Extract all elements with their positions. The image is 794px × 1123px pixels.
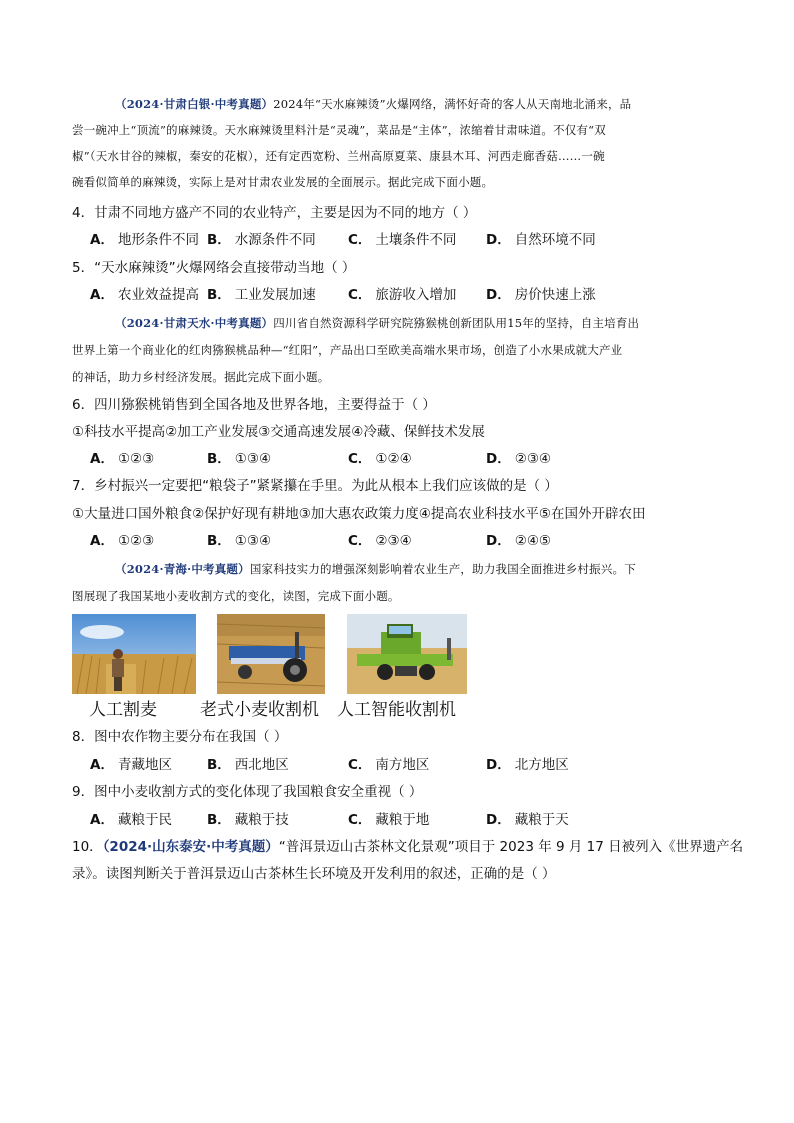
option-d[interactable]: D． 房价快速上涨 [486, 287, 596, 303]
question-4-stem: 4．甘肃不同地方盛产不同的农业特产，主要是因为不同的地方（ ） [72, 205, 477, 221]
option-d[interactable]: D． 自然环境不同 [486, 232, 596, 248]
option-d[interactable]: D． 藏粮于天 [486, 812, 569, 828]
option-c[interactable]: C． 土壤条件不同 [348, 232, 457, 248]
question-8-stem: 8．图中农作物主要分布在我国（ ） [72, 729, 288, 745]
old-harvester-photo [217, 614, 325, 694]
option-a[interactable]: A． 地形条件不同 [90, 232, 199, 248]
option-d[interactable]: D． 北方地区 [486, 757, 569, 773]
question-7-stem: 7．乡村振兴一定要把“粮袋子”紧紧攥在手里。为此从根本上我们应该做的是（ ） [72, 478, 558, 494]
passage-2-line-1: （2024·甘肃天水·中考真题）四川省自然资源科学研究院猕猴桃创新团队用15年的坚持，自主培育出 [115, 316, 640, 330]
option-a[interactable]: A． 藏粮于民 [90, 812, 172, 828]
option-a[interactable]: A． ①②③ [90, 451, 155, 467]
source-tag: （2024·甘肃白银·中考真题） [115, 97, 274, 111]
caption-old-harvester: 老式小麦收割机 [200, 700, 319, 720]
caption-ai-harvester: 人工智能收割机 [337, 700, 456, 720]
ai-harvester-photo [347, 614, 467, 694]
option-a[interactable]: A． 农业效益提高 [90, 287, 199, 303]
passage-1-line-1: （2024·甘肃白银·中考真题）2024年“天水麻辣烫”火爆网络，满怀好奇的客人从天南地北涌来，品 [115, 97, 632, 111]
option-a[interactable]: A． ①②③ [90, 533, 155, 549]
passage-2-line-3: 的神话，助力乡村经济发展。据此完成下面小题。 [72, 370, 330, 384]
option-d[interactable]: D． ②③④ [486, 451, 552, 467]
passage-1-line-4: 碗看似简单的麻辣烫，实际上是对甘肃农业发展的全面展示。据此完成下面小题。 [72, 175, 494, 189]
option-b[interactable]: B． 工业发展加速 [207, 287, 316, 303]
passage-1-line-2: 尝一碗冲上“顶流”的麻辣烫。天水麻辣烫里料汁是“灵魂”，菜品是“主体”，浓缩着甘肃味道。不仅有“双 [72, 123, 606, 137]
option-c[interactable]: C． 南方地区 [348, 757, 430, 773]
option-b[interactable]: B． ①③④ [207, 533, 272, 549]
caption-manual: 人工割麦 [89, 700, 157, 720]
option-c[interactable]: C． 旅游收入增加 [348, 287, 457, 303]
option-b[interactable]: B． ①③④ [207, 451, 272, 467]
passage-3-line-1: （2024·青海·中考真题）国家科技实力的增强深刻影响着农业生产，助力我国全面推进乡村振兴。下 [115, 562, 636, 576]
question-6-stem: 6．四川猕猴桃销售到全国各地及世界各地，主要得益于（ ） [72, 397, 436, 413]
option-c[interactable]: C． ②③④ [348, 533, 412, 549]
option-a[interactable]: A． 青藏地区 [90, 757, 172, 773]
option-b[interactable]: B． 水源条件不同 [207, 232, 316, 248]
option-d[interactable]: D． ②④⑤ [486, 533, 552, 549]
option-b[interactable]: B． 藏粮于技 [207, 812, 289, 828]
passage-1-line-3: 椒”（天水甘谷的辣椒，秦安的花椒），还有定西宽粉、兰州高原夏菜、康县木耳、河西走廊香菇……一碗 [72, 149, 605, 163]
question-9-stem: 9．图中小麦收割方式的变化体现了我国粮食安全重视（ ） [72, 784, 423, 800]
question-6-items: ①科技水平提高②加工产业发展③交通高速发展④冷藏、保鲜技术发展 [72, 424, 485, 440]
source-tag: （2024·山东泰安·中考真题） [102, 839, 279, 855]
option-c[interactable]: C． ①②④ [348, 451, 412, 467]
manual-harvest-photo [72, 614, 196, 694]
source-tag: （2024·甘肃天水·中考真题） [115, 316, 274, 330]
question-10-line-1: 10．（2024·山东泰安·中考真题）“普洱景迈山古茶林文化景观”项目于 2023 年 9 月 17 日被列入《世界遗产名 [72, 839, 744, 855]
source-tag: （2024·青海·中考真题） [115, 562, 250, 576]
passage-2-line-2: 世界上第一个商业化的红肉猕猴桃品种—“红阳”，产品出口至欧美高端水果市场，创造了小水果成就大产业 [72, 343, 623, 357]
passage-3-line-2: 图展现了我国某地小麦收割方式的变化，读图，完成下面小题。 [72, 589, 400, 603]
option-c[interactable]: C． 藏粮于地 [348, 812, 430, 828]
question-5-stem: 5．“天水麻辣烫”火爆网络会直接带动当地（ ） [72, 260, 356, 276]
question-10-line-2: 录》。读图判断关于普洱景迈山古茶林生长环境及开发利用的叙述，正确的是（ ） [72, 866, 556, 882]
option-b[interactable]: B． 西北地区 [207, 757, 289, 773]
question-7-items: ①大量进口国外粮食②保护好现有耕地③加大惠农政策力度④提高农业科技水平⑤在国外开辟农田 [72, 506, 646, 522]
